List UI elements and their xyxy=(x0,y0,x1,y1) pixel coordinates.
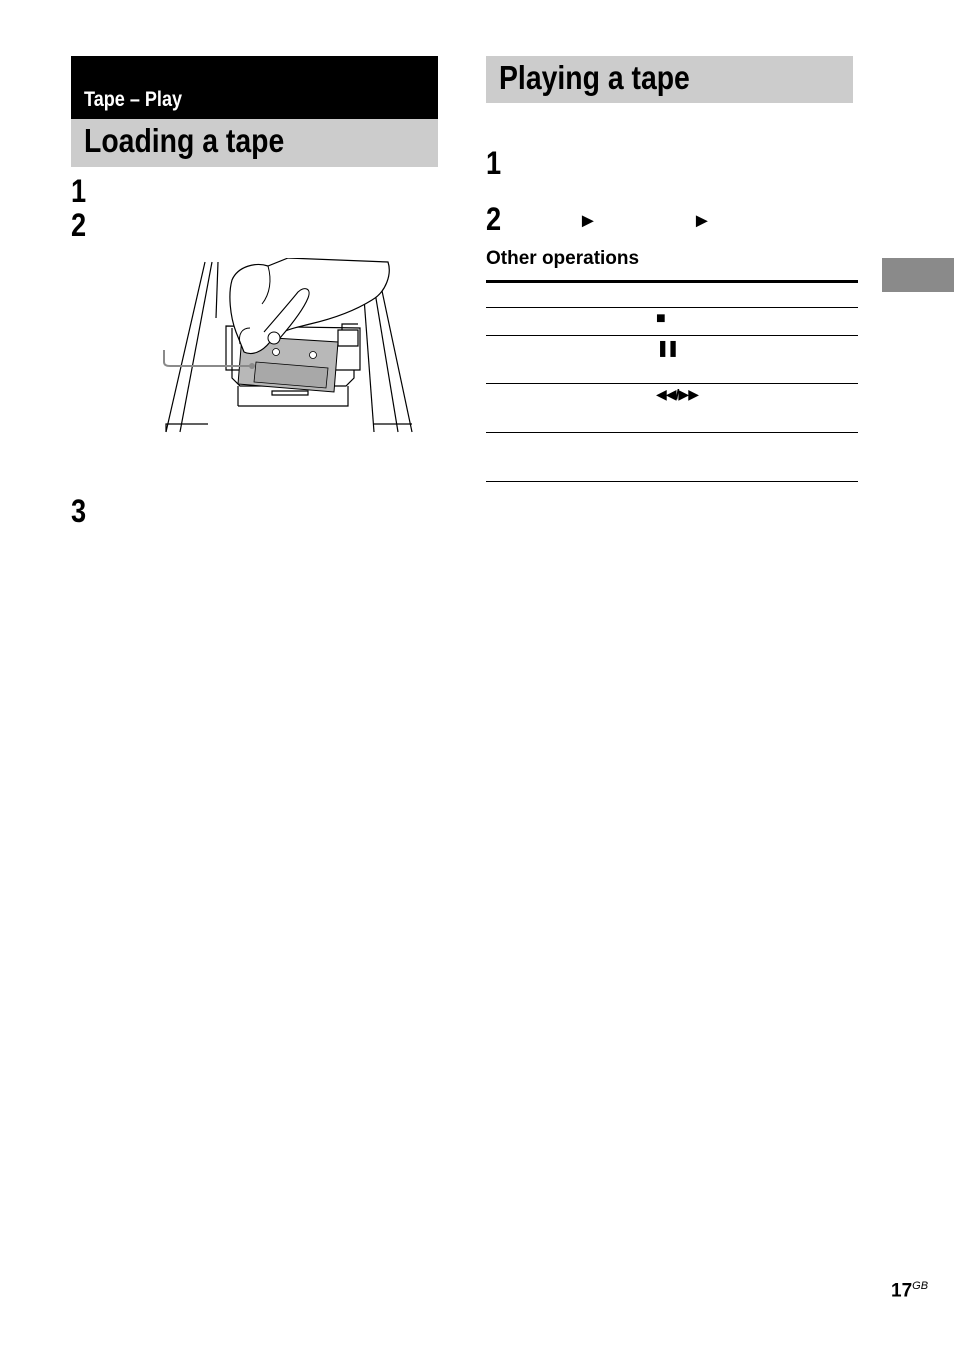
play-icon-2: ► xyxy=(692,210,712,232)
page-number xyxy=(891,1280,928,1302)
table-row-rule xyxy=(486,432,858,433)
operations-table xyxy=(486,280,858,482)
cassette-loading-illustration xyxy=(160,258,420,434)
loading-title: Loading a tape xyxy=(84,122,285,159)
page-number-suffix: GB xyxy=(912,1280,929,1292)
section-header-bar xyxy=(71,56,438,119)
loading-step-3: 3 xyxy=(71,493,87,529)
loading-title-bar xyxy=(71,119,438,167)
playing-title-bar xyxy=(486,56,853,103)
table-bottom-rule xyxy=(486,481,858,482)
page-number-value: 17 xyxy=(891,1280,913,1302)
playing-title: Playing a tape xyxy=(499,59,690,96)
table-top-rule xyxy=(486,280,858,283)
chapter-side-tab xyxy=(882,258,954,292)
section-label: Tape – Play xyxy=(84,88,183,111)
loading-step-2: 2 xyxy=(71,207,87,243)
table-row-rule xyxy=(486,383,858,384)
playing-step-1: 1 xyxy=(486,145,502,181)
other-operations-heading: Other operations xyxy=(486,248,640,269)
pause-icon: ❚❚ xyxy=(656,340,677,357)
playing-step-2: 2 xyxy=(486,201,502,237)
loading-step-1: 1 xyxy=(71,173,87,209)
play-icon: ► xyxy=(578,210,598,232)
stop-icon: ■ xyxy=(656,310,666,327)
table-row-rule xyxy=(486,335,858,336)
rewind-fastforward-icon: ◀◀/▶▶ xyxy=(656,386,698,402)
table-row-rule xyxy=(486,307,858,308)
